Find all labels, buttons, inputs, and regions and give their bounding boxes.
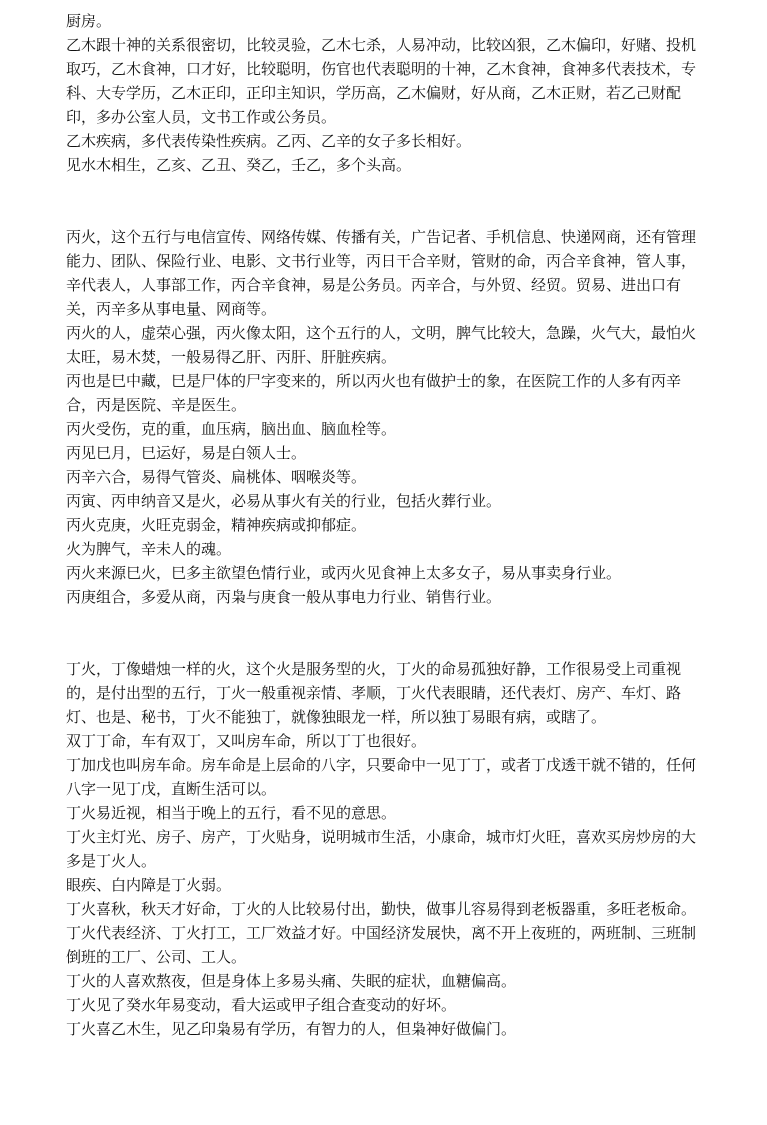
paragraph: 丁火主灯光、房子、房产，丁火贴身，说明城市生活，小康命，城市灯火旺，喜欢买房炒房的大多是丁火人。 bbox=[66, 828, 697, 870]
paragraph: 丙寅、丙申纳音又是火，必易从事火有关的行业，包括火葬行业。 bbox=[66, 492, 502, 510]
paragraph: 丁火的人喜欢熬夜，但是身体上多易头痛、失眠的症状，血糖偏高。 bbox=[66, 972, 517, 990]
paragraph: 丁火，丁像蜡烛一样的火，这个火是服务型的火，丁火的命易孤独好静，工作很易受上司重视的，是付出型的五行，丁火一般重视亲情、孝顺，丁火代表眼睛，还代表灯、房产、车灯、路灯、也是、秘书，丁火不能独丁，就像独眼龙一样，所以独丁易眼有病，或瞎了。 bbox=[66, 660, 682, 726]
paragraph: 丙火来源巳火，巳多主欲望色情行业，或丙火见食神上太多女子，易从事卖身行业。 bbox=[66, 564, 622, 582]
paragraph: 乙木跟十神的关系很密切，比较灵验，乙木七杀，人易冲动，比较凶狠，乙木偏印，好赌、投机取巧，乙木食神，口才好，比较聪明，伤官也代表聪明的十神，乙木食神，食神多代表技术，专科、大专学历，乙木正印，正印主知识，学历高，乙木偏财，好从商，乙木正财，若乙己财配印，多办公室人员，文书工作或公务员。 bbox=[66, 36, 697, 126]
paragraph: 火为脾气，辛未人的魂。 bbox=[66, 540, 232, 558]
paragraph: 丙见巳月，巳运好，易是白领人士。 bbox=[66, 444, 307, 462]
paragraph: 丁火易近视，相当于晚上的五行，看不见的意思。 bbox=[66, 804, 397, 822]
paragraph: 厨房。 bbox=[66, 12, 112, 30]
document-page bbox=[66, 0, 702, 1041]
paragraph: 丁加戊也叫房车命。房车命是上层命的八字，只要命中一见丁丁，或者丁戊透干就不错的，任何八字一见丁戊，直断生活可以。 bbox=[66, 756, 697, 798]
paragraph: 丁火喜乙木生，见乙印枭易有学历，有智力的人，但枭神好做偏门。 bbox=[66, 1020, 517, 1038]
paragraph: 乙木疾病，多代表传染性疾病。乙丙、乙辛的女子多长相好。 bbox=[66, 132, 472, 150]
paragraph: 丁火见了癸水年易变动，看大运或甲子组合查变动的好坏。 bbox=[66, 996, 457, 1014]
paragraph: 双丁丁命，车有双丁，又叫房车命，所以丁丁也很好。 bbox=[66, 732, 427, 750]
section-yi-wood bbox=[66, 0, 702, 177]
paragraph: 丙火克庚，火旺克弱金，精神疾病或抑郁症。 bbox=[66, 516, 367, 534]
paragraph: 丙火的人，虚荣心强，丙火像太阳，这个五行的人，文明，脾气比较大，急躁，火气大，最怕火太旺，易木焚，一般易得乙肝、丙肝、肝脏疾病。 bbox=[66, 324, 697, 366]
paragraph: 丙庚组合，多爱从商，丙枭与庚食一般从事电力行业、销售行业。 bbox=[66, 588, 502, 606]
paragraph: 眼疾、白内障是丁火弱。 bbox=[66, 876, 232, 894]
section-ding-fire bbox=[66, 657, 702, 1041]
paragraph: 丙辛六合，易得气管炎、扁桃体、咽喉炎等。 bbox=[66, 468, 367, 486]
paragraph: 丁火代表经济、丁火打工，工厂效益才好。中国经济发展快，离不开上夜班的，两班制、三班制倒班的工厂、公司、工人。 bbox=[66, 924, 697, 966]
paragraph: 见水木相生，乙亥、乙丑、癸乙，壬乙，多个头高。 bbox=[66, 156, 412, 174]
section-bing-fire bbox=[66, 225, 702, 609]
paragraph: 丙火受伤，克的重，血压病，脑出血、脑血栓等。 bbox=[66, 420, 397, 438]
paragraph: 丁火喜秋，秋天才好命，丁火的人比较易付出，勤快，做事儿容易得到老板器重，多旺老板命。 bbox=[66, 900, 697, 918]
paragraph: 丙也是巳中藏，巳是尸体的尸字变来的，所以丙火也有做护士的象，在医院工作的人多有丙辛合，丙是医院、辛是医生。 bbox=[66, 372, 682, 414]
paragraph: 丙火，这个五行与电信宣传、网络传媒、传播有关，广告记者、手机信息、快递网商，还有管理能力、团队、保险行业、电影、文书行业等，丙日干合辛财，管财的命，丙合辛食神，管人事，辛代表人，人事部工作，丙合辛食神，易是公务员。丙辛合，与外贸、经贸。贸易、进出口有关，丙辛多从事电量、网商等。 bbox=[66, 228, 697, 318]
